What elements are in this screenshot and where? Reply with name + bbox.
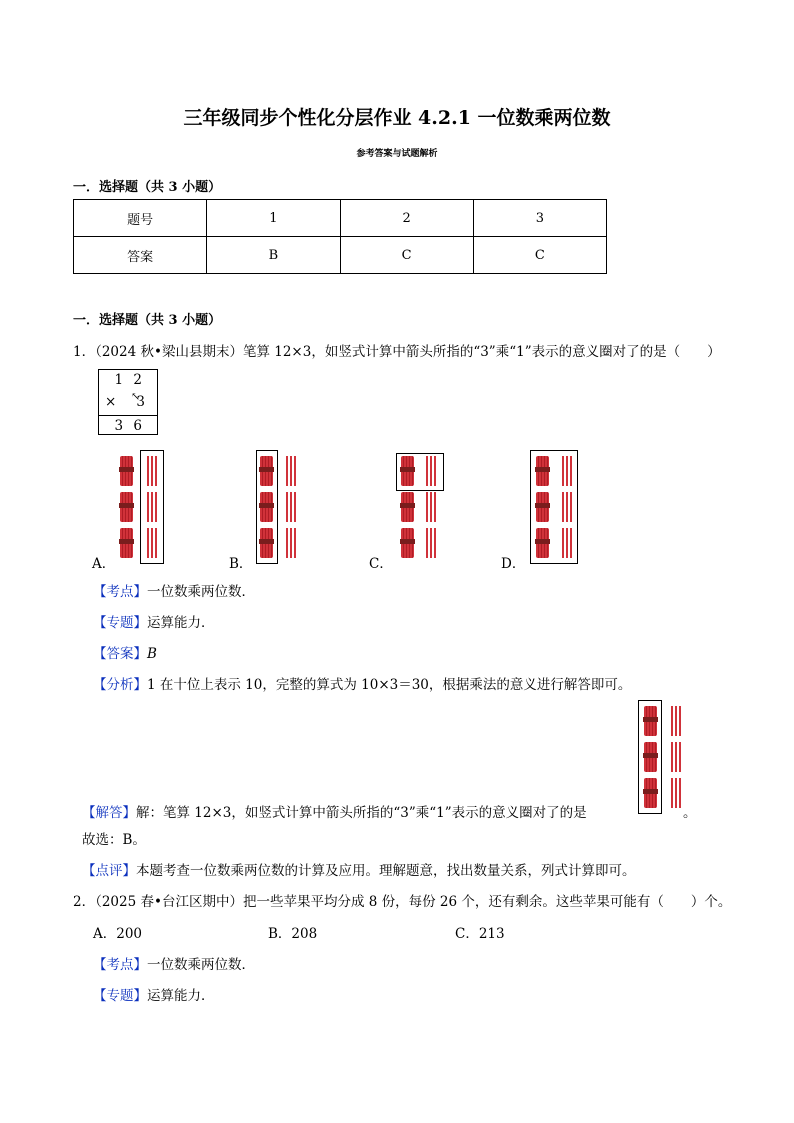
q1-fenxi: 【分析】1 在十位上表示 10，完整的算式为 10×3＝30，根据乘法的意义进行解答即可。 — [93, 677, 632, 693]
jieda-tag: 【解答】 — [82, 805, 136, 821]
option-d-label: D． — [501, 556, 526, 572]
calc-top: 1 2 — [114, 372, 145, 388]
option-c-label: C． — [369, 556, 393, 572]
q1-kaodian: 【考点】一位数乘两位数． — [93, 584, 255, 600]
kaodian-tag: 【考点】 — [93, 584, 147, 600]
q1-guxuan: 故选：B。 — [82, 832, 146, 848]
sticks-icon — [286, 456, 296, 486]
q1-daan: 【答案】B — [93, 646, 157, 662]
kaodian-tag: 【考点】 — [93, 957, 147, 973]
sticks-icon — [671, 742, 681, 772]
q2-option-c: C．213 — [455, 926, 505, 942]
section-heading-1: 一．选择题（共 3 小题） — [73, 180, 222, 195]
section-heading-2: 一．选择题（共 3 小题） — [73, 313, 222, 328]
bundle-icon — [401, 528, 414, 558]
q2-kaodian: 【考点】一位数乘两位数． — [93, 957, 255, 973]
sticks-icon — [286, 492, 296, 522]
selection-box — [140, 450, 164, 564]
vertical-calculation — [98, 369, 158, 435]
table-cell: 1 — [207, 200, 340, 237]
sticks-icon — [286, 528, 296, 558]
table-cell: C — [340, 237, 473, 274]
selection-box — [396, 453, 444, 491]
table-cell: 答案 — [74, 237, 207, 274]
q2-option-b: B．208 — [268, 926, 318, 942]
q1-stem: 1．（2024 秋•梁山县期末）笔算 12×3，如竖式计算中箭头所指的“3”乘“1”表示的意义圈对了的是（ ） — [73, 344, 721, 360]
bundle-icon — [120, 456, 133, 486]
table-cell: C — [473, 237, 606, 274]
bundle-icon — [120, 528, 133, 558]
q2-stem: 2．（2025 春•台江区期中）把一些苹果平均分成 8 份，每份 26 个，还有剩余。这些苹果可能有（ ）个。 — [73, 894, 732, 910]
selection-box — [530, 450, 578, 564]
bundle-icon — [120, 492, 133, 522]
sticks-icon — [426, 528, 436, 558]
selection-box — [256, 450, 278, 564]
answer-table — [73, 199, 607, 274]
sticks-icon — [426, 492, 436, 522]
daan-tag: 【答案】 — [93, 646, 147, 662]
table-row — [74, 200, 607, 237]
sticks-icon — [671, 706, 681, 736]
calc-multiplier: 3 — [136, 394, 145, 410]
q1-zhuanti: 【专题】运算能力． — [93, 615, 215, 631]
calc-result: 3 6 — [114, 418, 145, 434]
table-cell: B — [207, 237, 340, 274]
page-subtitle: 参考答案与试题解析 — [356, 149, 438, 159]
q1-jieda: 【解答】解：笔算 12×3，如竖式计算中箭头所指的“3”乘“1”表示的意义圈对了的是 — [82, 805, 587, 821]
option-b-label: B． — [229, 556, 253, 572]
table-row — [74, 237, 607, 274]
zhuanti-tag: 【专题】 — [93, 615, 147, 631]
calc-operator: × — [105, 394, 117, 410]
table-cell: 2 — [340, 200, 473, 237]
sticks-icon — [671, 778, 681, 808]
table-cell: 3 — [473, 200, 606, 237]
q1-dianping: 【点评】本题考查一位数乘两位数的计算及应用。理解题意，找出数量关系，列式计算即可。 — [82, 863, 636, 879]
option-a-label: A． — [92, 556, 116, 572]
zhuanti-tag: 【专题】 — [93, 988, 147, 1004]
table-cell: 题号 — [74, 200, 207, 237]
q2-option-a: A．200 — [93, 926, 143, 942]
arrow-icon: ↖ — [131, 390, 141, 403]
page-title: 三年级同步个性化分层作业 4.2.1 一位数乘两位数 — [183, 107, 611, 129]
q2-zhuanti: 【专题】运算能力． — [93, 988, 215, 1004]
selection-box — [638, 700, 662, 814]
calc-divider — [99, 415, 157, 416]
bundle-icon — [401, 492, 414, 522]
fenxi-tag: 【分析】 — [93, 677, 147, 693]
dianping-tag: 【点评】 — [82, 863, 136, 879]
q1-jieda-end: 。 — [683, 805, 697, 821]
